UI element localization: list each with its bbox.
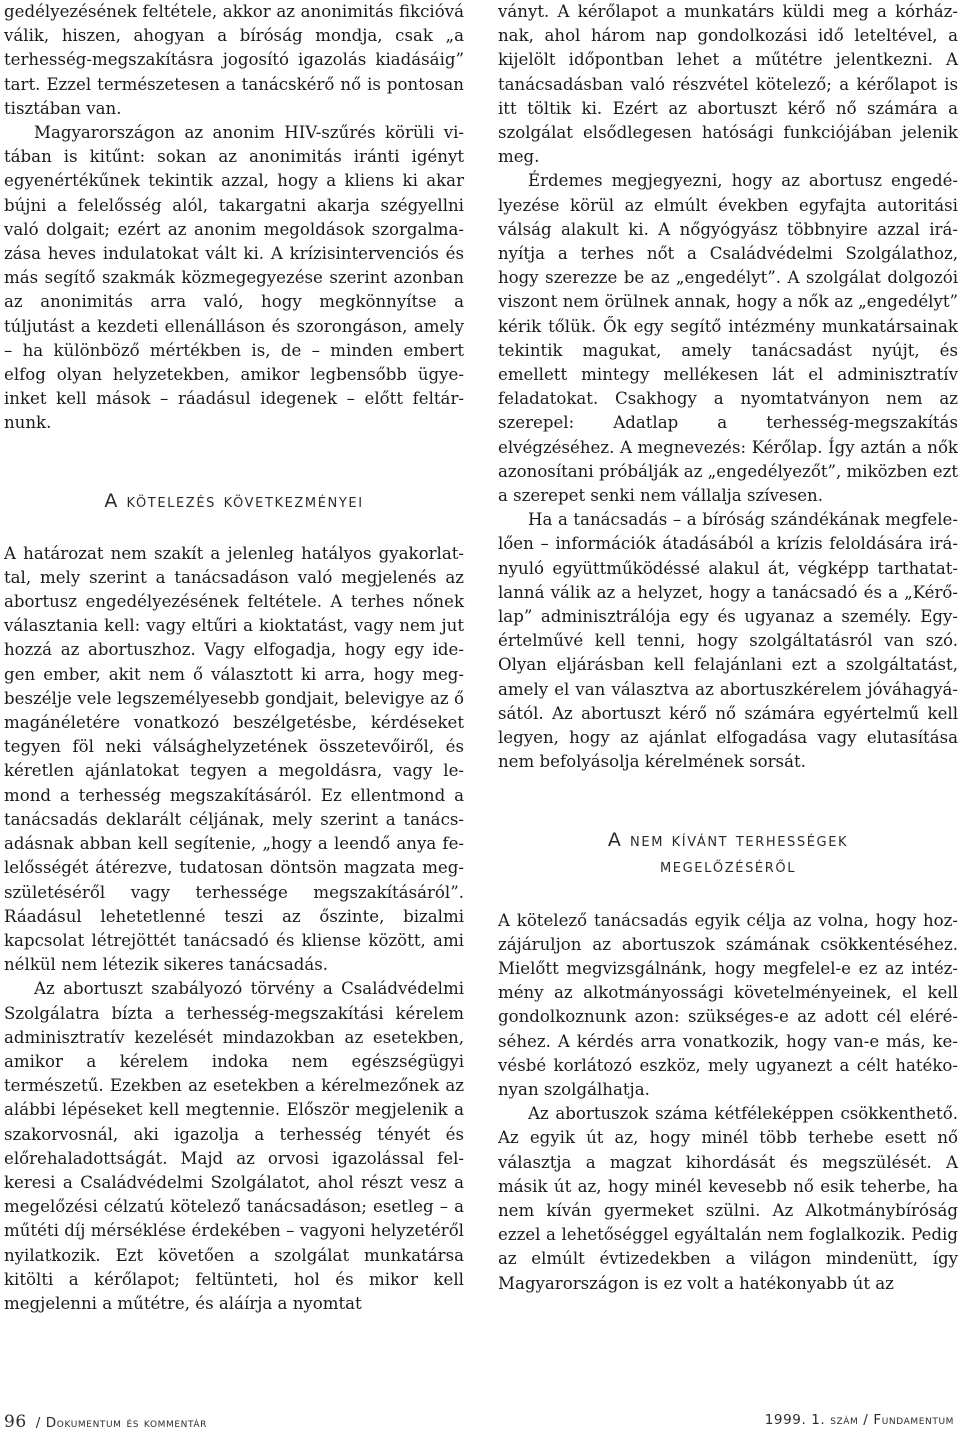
paragraph: Érdemes megjegyezni, hogy az abortusz engedélyezése körül az elmúlt években egyfajta autoritási válság alakult ki. A nőgyógyász többnyire azzal irányítja a terhes nőt a Családvédelmi Szolgálathoz, hogy szerezze be az „engedélyt”. A szolgálat dolgozói viszont nem örülnek annak, hogy a nők az „engedélyt” kérik tőlük. Ők egy segítő intézmény munkatársainak tekintik magukat, amely tanácsadást nyújt, és emellett mintegy mellékesen lát el adminisztratív feladatokat. Csakhogy a nyomtatványon nem az szerepel: Adatlap a terhesség-megszakítás elvégzéséhez. A megnevezés: Kérőlap. Így aztán a nők azonosítani próbálják az „engedélyezőt”, miközben ezt a szerepet senki nem vállalja szívesen.: [498, 171, 958, 506]
paragraph: Az abortuszt szabályozó törvény a Családvédelmi Szolgálatra bízta a terhesség-megszakítási kérelem adminisztratív kezelését mindazokban az esetekben, amikor a kérelem indoka nem egészségügyi természetű. Ezekben az esetekben a kérelmezőnek az alábbi lépéseket kell megtennie. Először megjelenik a szakorvosnál, aki igazolja a terhesség tényét és előrehaladottságát. Majd az orvosi igazolással felkeresi a Családvédelmi Szolgálatot, ahol részt vesz a megelőzési célzatú kötelező tanácsadáson; esetleg – a műtéti díj mérséklése érdekében – vagyoni helyzetéről nyilatkozik. Ezt követően a szolgálat munkatársa kitölti a kérőlapot; feltünteti, hol és mikor kell megjelenni a műtétre, és aláírja a nyomtat: [4, 979, 464, 1313]
footer-right: [765, 1412, 954, 1428]
section-heading: [498, 827, 958, 879]
paragraph: Az abortuszok száma kétféleképpen csökkenthető. Az egyik út az, hogy minél több terhebe esett nő választja a magzat kihordását és megszülését. A másik út az, hogy minél kevesebb nő esik teherbe, ha nem kíván gyermeket szülni. Az Alkotmánybíróság ezzel a lehetőséggel egyáltalán nem foglalkozik. Pedig az elmúlt évtizedekben a világon mindenütt, így Magyarországon is ez volt a hatékonyabb út az: [498, 1104, 958, 1293]
paragraph: Ha a tanácsadás – a bíróság szándékának megfelelően – információk átadásából a krízis feloldására irányuló együttműködéssé alakul át, végképp tarthatatlanná válik az a helyzet, hogy a tanácsadó és a „Kérőlap” adminisztrálója egy és ugyanaz a személy. Egyértelművé kell tenni, hogy szolgáltatásról van szó. Olyan eljárásban kell felajánlani ezt a szolgáltatást, amely el van választva az abortuszkérelem jóváhagyásától. Az abortuszt kérő nő számára egyértelmű kell legyen, hogy az ajánlat elfogadása vagy elutasítása nem befolyásolja kérelmének sorsát.: [498, 510, 958, 772]
left-column: [4, 0, 464, 1316]
paragraph: A határozat nem szakít a jelenleg hatályos gyakorlattal, mely szerint a tanácsadáson való megjelenés az abortusz engedélyezésének feltétele. A terhes nőnek választania kell: vagy eltűri a kioktatást, vagy nem jut hozzá az abortuszhoz. Vagy elfogadja, hogy egy idegen ember, akit nem ő választott ki arra, hogy megbeszélje vele legszemélyesebb gondjait, belevigye az ő magánéletére vonatkozó beszélgetésbe, kérdéseket tegyen föl neki válsághelyzetének összetevőiről, és kéretlen ajánlatokat tegyen a megoldásra, vagy lemond a terhesség megszakításáról. Ez ellentmond a tanácsadás deklarált céljának, mely szerint a tanácsadásnak abban kell segítenie, „hogy a leendő anya felelősségét átérezve, tudatosan döntsön magzata megszületéséről vagy terhessége megszakításáról”. Ráadásul lehetetlenné teszi az őszinte, bizalmi kapcsolat létrejöttét tanácsadó és kliense között, ami nélkül nem létezik sikeres tanácsadás.: [4, 543, 464, 975]
issue-label: 1999. 1. szám / Fundamentum: [764, 1412, 954, 1428]
paragraph: Magyarországon az anonim HIV-szűrés körüli vitában is kitűnt: sokan az anonimitás iránti igényt egyenértékűnek tekintik azzal, hogy a kliens ki akar bújni a felelősség alól, takargatni akarja szégyellni való dolgait; ezért az anonim megoldások szorgalmazása heves indulatokat vált ki. A krízisintervenciós és más segítő szakmák közmegegyezése szerint azonban az anonimitás arra való, hogy megkönnyítse a túljutást a kezdeti ellenálláson és szorongáson, amely – ha különböző mértékben is, de – minden embert elfog olyan helyzetekben, amikor legbensőbb ügyeinket kell mások – ráadásul idegenek – előtt feltárnunk.: [4, 123, 464, 433]
paragraph: gedélyezésének feltétele, akkor az anonimitás fikcióvá válik, hiszen, ahogyan a bíróság mondja, csak „a terhesség-megszakításra jogosító igazolás kiadásáig” tart. Ezzel természetesen a tanácskérő nő is pontosan tisztában van.: [4, 2, 464, 118]
section-heading-line: A nem kívánt terhességek: [607, 828, 849, 851]
paragraph: ványt. A kérőlapot a munkatárs küldi meg a kórháznak, ahol három nap gondolkozási idő leteltével, a kijelölt időpontban lehet a műtétre jelentkezni. A tanácsadásban való részvétel kötelező; a kérőlapot is itt töltik ki. Ezért az abortuszt kérő nő számára a szolgálat elsődlegesen hatósági funkciójában jelenik meg.: [498, 2, 958, 167]
section-heading: A kötelezés következményei: [104, 489, 364, 512]
right-column: [498, 0, 958, 1296]
paragraph: A kötelező tanácsadás egyik célja az volna, hogy hozzájáruljon az abortuszok számának csökkentéséhez. Mielőtt megvizsgálnánk, hogy megfelel-e ez az intézmény az alkotmányossági követelményeinek, el kell gondolkoznunk azon: szükséges-e az adott cél eléréséhez. A kérdés arra vonatkozik, hogy van-e más, kevésbé korlátozó eszköz, mely ugyanezt a célt hatékonyan szolgálhatja.: [498, 910, 958, 1099]
page-number: 96: [4, 1412, 27, 1432]
footer-left: [4, 1412, 207, 1432]
section-label: / Dokumentum és kommentár: [35, 1415, 207, 1431]
section-heading-line: megelőzéséről: [659, 854, 797, 877]
